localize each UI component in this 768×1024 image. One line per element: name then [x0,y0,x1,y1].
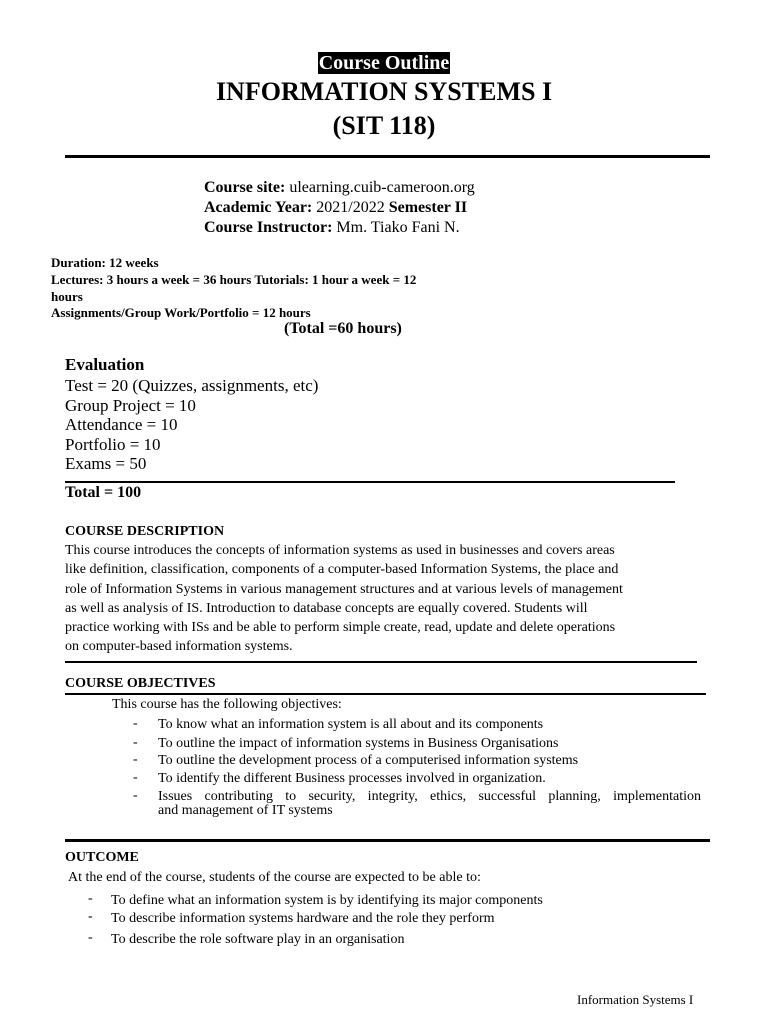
evaluation-item-attendance: Attendance = 10 [65,415,178,434]
lectures-line-cont: hours [51,289,83,304]
course-description-heading: COURSE DESCRIPTION [65,524,225,539]
course-outline-label: Course Outline [318,52,450,74]
evaluation-item-test: Test = 20 (Quizzes, assignments, etc) [65,376,319,395]
objective-item-continued: and management of IT systems [158,803,333,818]
lectures-line: Lectures: 3 hours a week = 36 hours Tutorials: 1 hour a week = 12 [51,272,417,287]
duration-line: Duration: 12 weeks [51,255,159,270]
academic-year-label: Academic Year: [204,199,313,216]
outcome-bullet: - [88,930,93,945]
description-line: like definition, classification, components of a computer-based Information Systems, the place and [65,562,619,578]
objective-item: To know what an information system is all about and its components [158,717,544,732]
course-objectives-heading: COURSE OBJECTIVES [65,676,216,691]
academic-year-line [204,198,467,218]
evaluation-total: Total = 100 [65,484,142,501]
academic-year-value: 2021/2022 [316,199,385,216]
objective-item: To outline the impact of information systems in Business Organisations [158,736,559,751]
course-code: (SIT 118) [332,111,436,140]
objectives-heading-rule [65,693,706,695]
description-line: This course introduces the concepts of information systems as used in businesses and covers areas [65,543,615,558]
evaluation-item-exams: Exams = 50 [65,454,147,473]
evaluation-item-group-project: Group Project = 10 [65,395,196,415]
objectives-intro: This course has the following objectives: [112,697,342,712]
evaluation-divider [65,481,675,483]
course-title: INFORMATION SYSTEMS I [215,77,553,106]
description-line: practice working with ISs and be able to perform simple create, read, update and delete operations [65,620,616,636]
objective-item: To outline the development process of a computerised information systems [158,753,579,768]
outcome-item: To describe the role software play in an organisation [111,932,405,947]
instructor-value: Mm. Tiako Fani N. [336,219,460,236]
objective-item: To identify the different Business processes involved in organization. [158,771,546,786]
evaluation-heading: Evaluation [65,355,145,374]
evaluation-item-portfolio: Portfolio = 10 [65,434,161,454]
outcome-item: To define what an information system is by identifying its major components [111,893,543,908]
course-site-label: Course site: [204,179,286,196]
course-description-body [65,541,686,657]
course-site-value: ulearning.cuib-cameroon.org [289,179,475,196]
evaluation-list [65,376,318,474]
description-line: on computer-based information systems. [65,639,293,655]
objective-bullet: - [133,788,138,803]
objective-bullet: - [133,770,138,785]
assignments-line: Assignments/Group Work/Portfolio = 12 hours [51,305,311,320]
description-divider [65,661,697,663]
course-site-line [204,178,475,198]
outcome-bullet: - [88,909,93,924]
outcome-intro: At the end of the course, students of the course are expected to be able to: [68,870,481,885]
objective-bullet: - [133,752,138,767]
document-label-wrap [0,52,768,74]
page-footer: Information Systems I [577,992,694,1007]
objective-item: Issues contributing to security, integrity, ethics, successful planning, implementation [158,789,701,804]
objective-bullet: - [133,735,138,750]
outcome-heading: OUTCOME [65,850,139,865]
total-hours: (Total =60 hours) [284,320,402,337]
instructor-line [204,218,460,238]
outcome-bullet: - [88,891,93,906]
semester-value: Semester II [388,199,468,216]
outcome-item: To describe information systems hardware and the role they perform [111,911,495,926]
description-line: role of Information Systems in various management structures and at various levels of management [65,581,623,597]
description-line: as well as analysis of IS. Introduction to database concepts are equally covered. Students will [65,600,588,616]
objective-bullet: - [133,716,138,731]
instructor-label: Course Instructor: [204,219,333,236]
header-divider [65,155,710,158]
objectives-divider [65,839,710,842]
